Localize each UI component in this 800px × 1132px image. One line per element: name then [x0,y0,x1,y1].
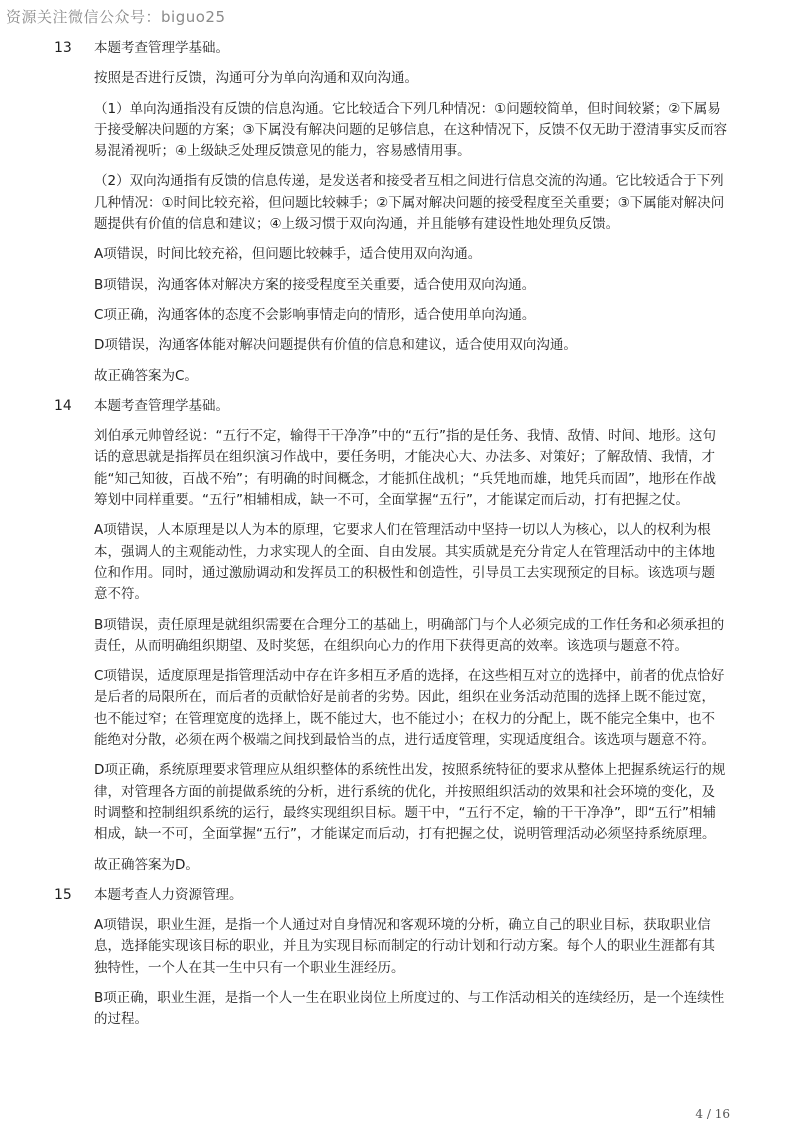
paragraph: （1）单向沟通指没有反馈的信息沟通。它比较适合下列几种情况：①问题较简单，但时间较紧；②下属易于接受解决问题的方案；③下属没有解决问题的足够信息，在这种情况下，反馈不仅无助于澄清事实反而容易混淆视听；④上级缺乏处理反馈意见的能力，容易感情用事。 [94,100,728,160]
question-number: 15 [54,886,72,903]
watermark-text: 资源关注微信公众号：biguo25 [6,8,226,26]
paragraph: B项错误，责任原理是就组织需要在合理分工的基础上，明确部门与个人必须完成的工作任务和必须承担的责任，从而明确组织期望、及时奖惩，在组织向心力的作用下获得更高的效率。该选项与题意不符。 [94,616,725,654]
paragraph: 按照是否进行反馈，沟通可分为单向沟通和双向沟通。 [94,70,418,87]
paragraph: D项错误，沟通客体能对解决问题提供有价值的信息和建议，适合使用双向沟通。 [94,337,577,354]
paragraph: 本题考查管理学基础。 [94,40,229,56]
paragraph: B项正确，职业生涯，是指一个人一生在职业岗位上所度过的、与工作活动相关的连续经历，是一个连续性的过程。 [94,989,725,1028]
paragraph: B项错误，沟通客体对解决方案的接受程度至关重要，适合使用双向沟通。 [94,276,536,293]
paragraph: D项正确，系统原理要求管理应从组织整体的系统性出发，按照系统特征的要求从整体上把握系统运行的规律，对管理各方面的前提做系统的分析，进行系统的优化，并按照组织活动的效果和社会环境的变化，及时调整和控制组织系统的运行，最终实现组织目标。题干中，“五行不定，输的干干净净”，即“五行”相辅相成，缺一不可，全面掌握“五行”，才能谋定而后动，打有把握之仗，说明管理活动必须坚持系统原理。 [94,762,726,843]
question-14 [0,396,800,876]
paragraph: 本题考查管理学基础。 [94,397,229,414]
question-15 [0,885,800,1031]
paragraph: A项错误，人本原理是以人为本的原理，它要求人们在管理活动中坚持一切以人为核心，以人的权利为根本，强调人的主观能动性，力求实现人的全面、自由发展。其实质就是充分肯定人在管理活动中的主体地位和作用。同时，通过激励调动和发挥员工的积极性和创造性，引导员工去实现预定的目标。该选项与题意不符。 [94,522,715,603]
paragraph: （2）双向沟通指有反馈的信息传递，是发送者和接受者互相之间进行信息交流的沟通。它比较适合于下列几种情况：①时间比较充裕，但问题比较棘手；②下属对解决问题的接受程度至关重要；③下属能对解决问题提供有价值的信息和建议；④上级习惯于双向沟通，并且能够有建设性地处理负反馈。 [94,173,725,233]
document-body [0,38,800,1040]
paragraph: 刘伯承元帅曾经说：“五行不定，输得干干净净”中的“五行”指的是任务、我情、敌情、时间、地形。这句话的意思就是指挥员在组织演习作战中，要任务明，才能决心大、办法多、对策好；了解敌情、我情，才能“知己知彼，百战不殆”；有明确的时间概念，才能抓住战机；“兵凭地而雄，地凭兵而固”，地形在作战筹划中同样重要。“五行”相辅相成，缺一不可，全面掌握“五行”，才能谋定而后动，打有把握之仗。 [94,428,716,509]
paragraph: 故正确答案为D。 [94,856,199,873]
question-number: 13 [54,40,72,56]
paragraph: 本题考查人力资源管理。 [94,886,243,903]
paragraph: A项错误，职业生涯，是指一个人通过对自身情况和客观环境的分析，确立自己的职业目标，获取职业信息，选择能实现该目标的职业，并且为实现目标而制定的行动计划和行动方案。每个人的职业生涯都有其独特性，一个人在其一生中只有一个职业生涯经历。 [94,917,715,976]
question-number: 14 [54,397,72,414]
paragraph: 故正确答案为C。 [94,367,198,384]
paragraph: C项错误，适度原理是指管理活动中存在许多相互矛盾的选择，在这些相互对立的选择中，前者的优点恰好是后者的局限所在，而后者的贡献恰好是前者的劣势。因此，组织在业务活动范围的选择上既不能过宽，也不能过窄；在管理宽度的选择上，既不能过大，也不能过小；在权力的分配上，既不能完全集中，也不能绝对分散，必须在两个极端之间找到最恰当的点，进行适度管理，实现适度组合。该选项与题意不符。 [94,668,725,749]
paragraph: C项正确，沟通客体的态度不会影响事情走向的情形，适合使用单向沟通。 [94,306,536,323]
paragraph: A项错误，时间比较充裕，但问题比较棘手，适合使用双向沟通。 [94,246,482,263]
page-indicator: 4 / 16 [695,1107,730,1121]
question-13 [0,38,800,387]
